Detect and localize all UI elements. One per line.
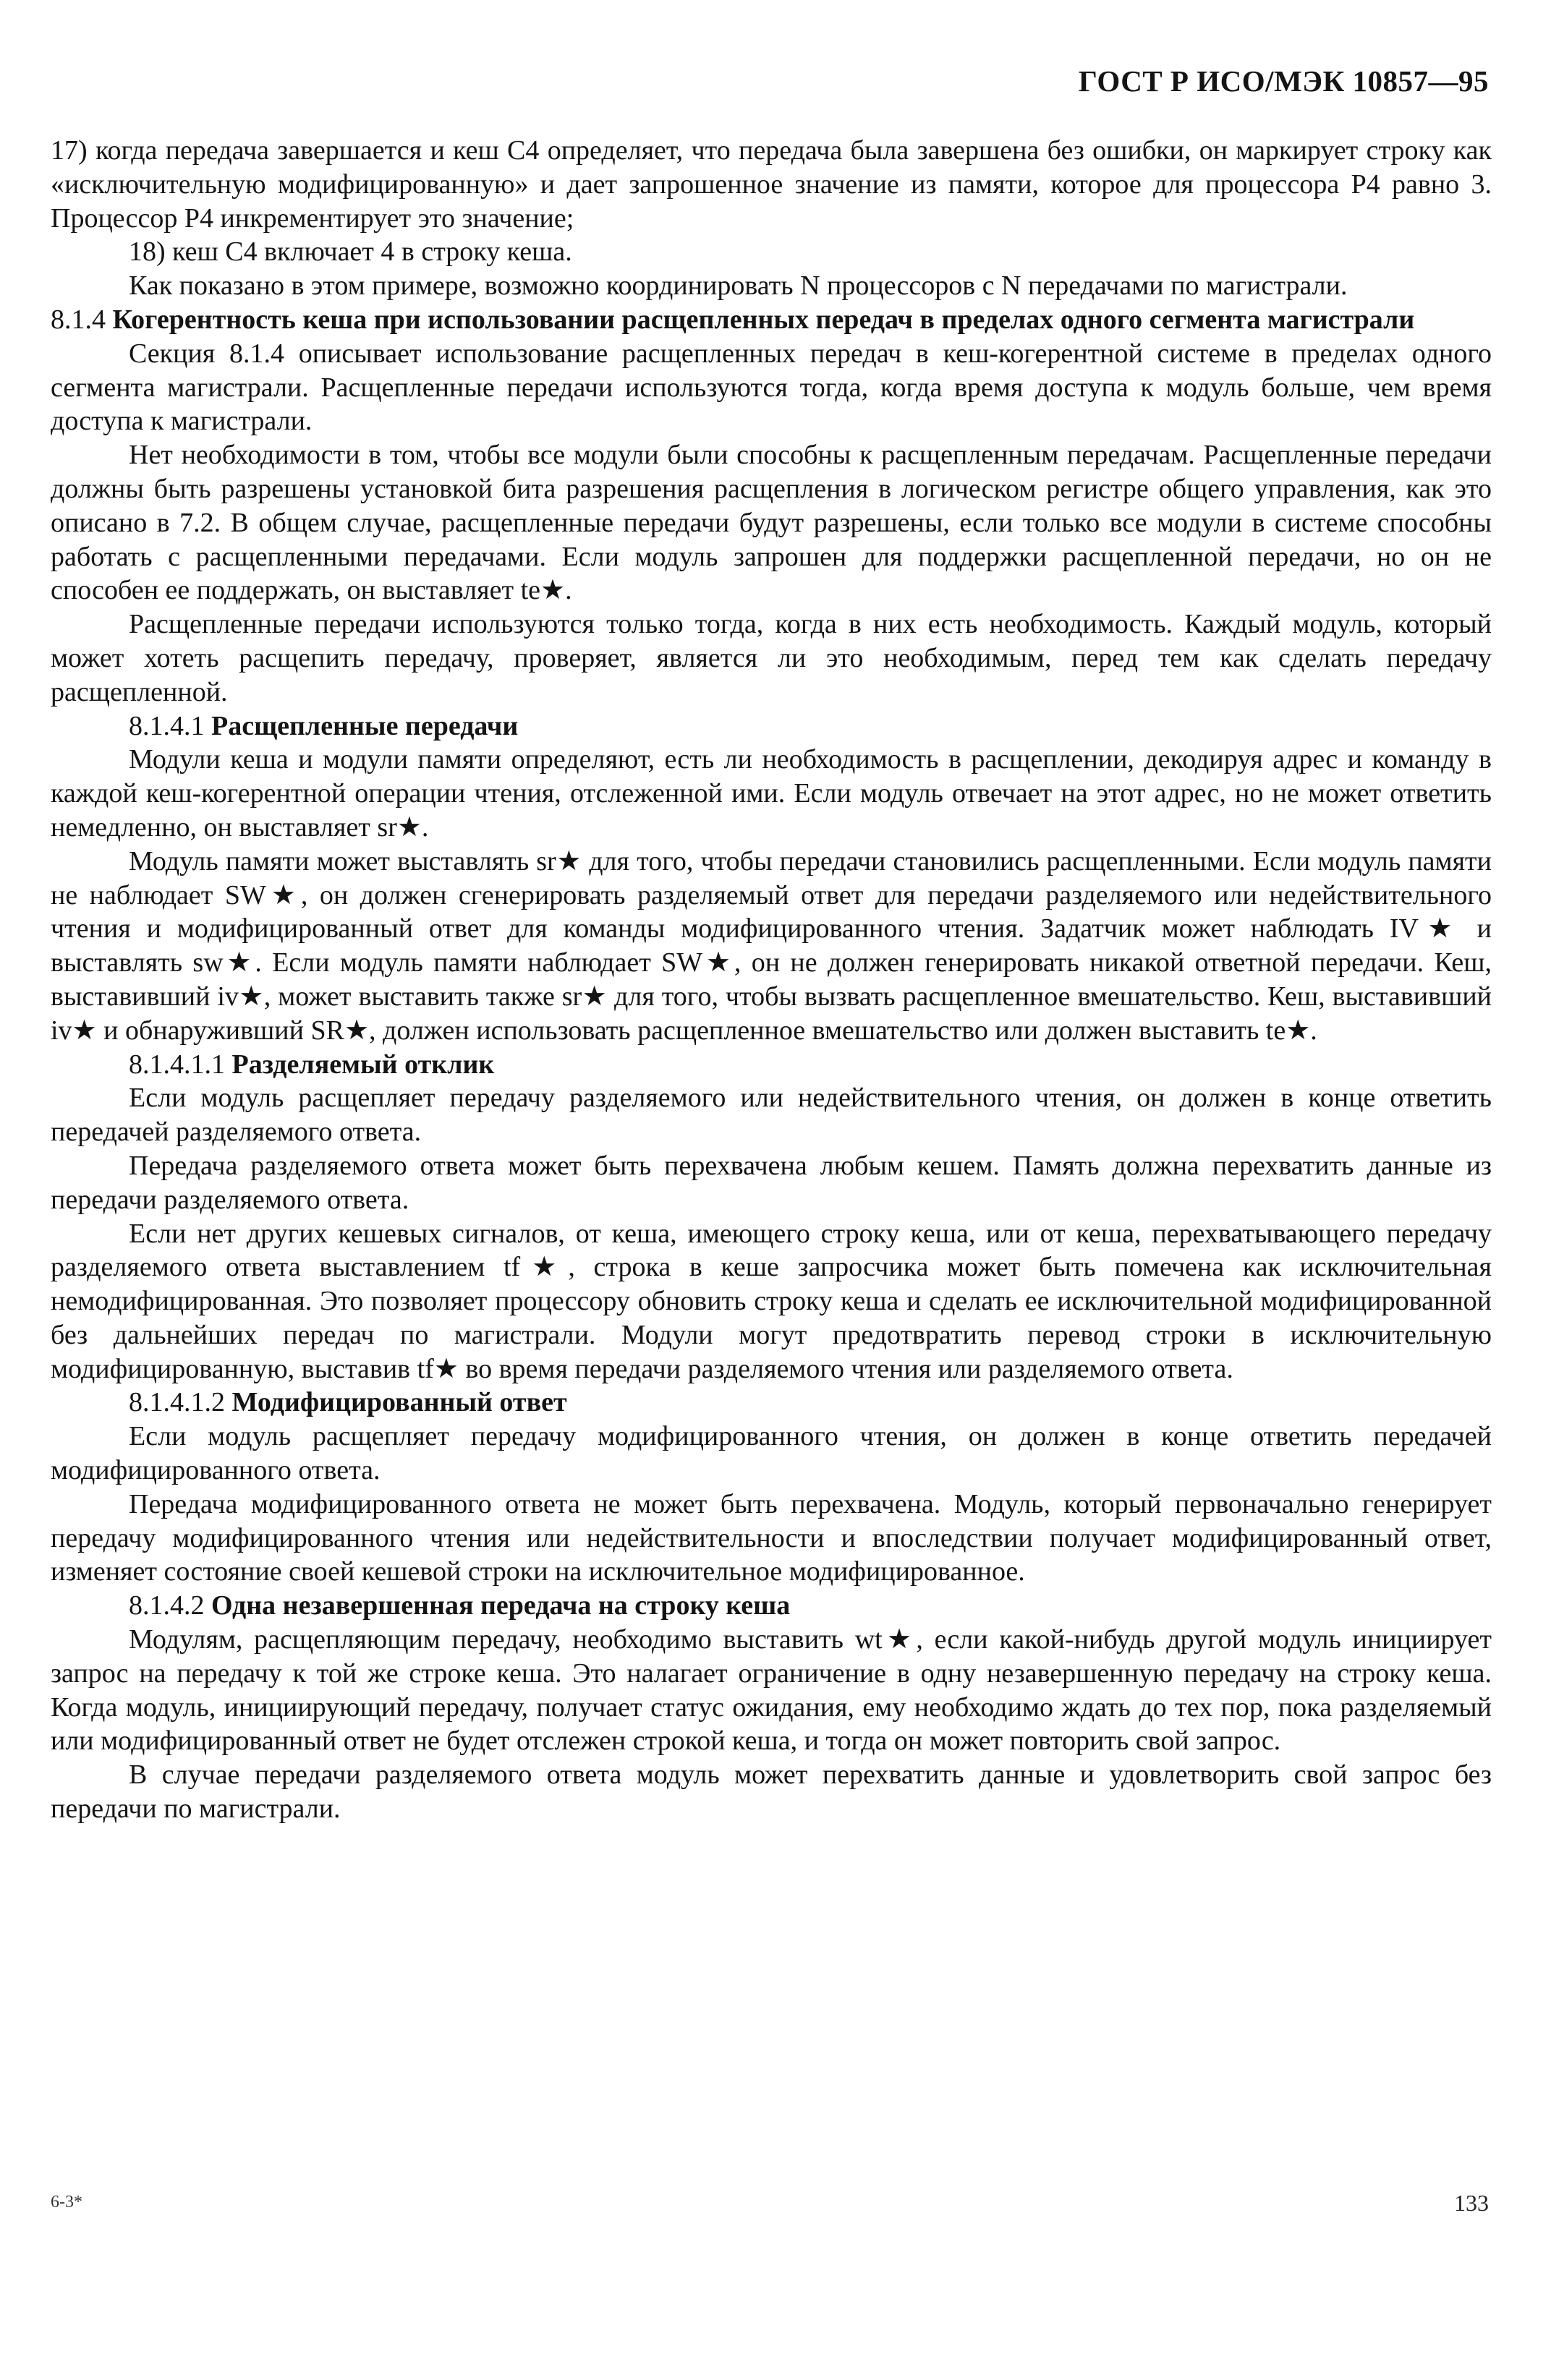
- section-number: 8.1.4.1.1: [129, 1049, 225, 1080]
- section-title: Разделяемый отклик: [231, 1049, 495, 1080]
- signature-mark: 6-3*: [51, 2193, 82, 2211]
- page-number: 133: [1454, 2190, 1489, 2216]
- section-title: Модифицированный ответ: [231, 1387, 567, 1418]
- paragraph: Модули кеша и модули памяти определяют, есть ли необходимость в расщеплении, декодируя адрес и команду в каждой кеш-когерентной операции чтения, отслеженной ими. Если модуль отвечает на этот адрес, но не может ответить немедленно, он выставляет sr★.: [51, 744, 1492, 843]
- paragraph: Секция 8.1.4 описывает использование расщепленных передач в кеш-когерентной системе в пределах одного сегмента магистрали. Расщепленные передачи используются тогда, когда время доступа к модуль больше, чем время доступа к магистрали.: [51, 338, 1492, 437]
- section-number: 8.1.4.1: [129, 710, 205, 741]
- paragraph: Передача модифицированного ответа не может быть перехвачена. Модуль, который первоначально генерирует передачу модифицированного чтения или недействительности и впоследствии получает модифицированный ответ, изменяет состояние своей кешевой строки на исключительное модифицированное.: [51, 1488, 1492, 1587]
- section-heading: [51, 709, 1492, 743]
- section-title: Когерентность кеша при использовании расщепленных передач в пределах одного сегмента магистрали: [112, 304, 1415, 335]
- paragraph: В случае передачи разделяемого ответа модуль может перехватить данные и удовлетворить свой запрос без передачи по магистрали.: [51, 1760, 1492, 1825]
- paragraph: Как показано в этом примере, возможно координировать N процессоров с N передачами по магистрали.: [129, 270, 1348, 302]
- section-heading: [51, 1386, 1492, 1420]
- list-item-18: 18) кеш С4 включает 4 в строку кеша.: [129, 236, 572, 268]
- section-heading: [51, 1589, 1492, 1623]
- section-heading: [51, 1048, 1492, 1082]
- section-number: 8.1.4.2: [129, 1590, 205, 1621]
- section-title: Расщепленные передачи: [211, 710, 519, 741]
- paragraph: Расщепленные передачи используются только тогда, когда в них есть необходимость. Каждый модуль, который может хотеть расщепить передачу, проверяет, является ли это необходимым, перед тем как сделать передачу расщепленной.: [51, 609, 1492, 707]
- paragraph: Модулям, расщепляющим передачу, необходимо выставить wt★, если какой-нибудь другой модуль инициирует запрос на передачу к той же строке кеша. Это налагает ограничение в одну незавершенную передачу на строку кеша. Когда модуль, инициирующий передачу, получает статус ожидания, ему необходимо ждать до тех пор, пока разделяемый или модифицированный ответ не будет отслежен строкой кеша, и тогда он может повторить свой запрос.: [51, 1624, 1492, 1757]
- paragraph: Модуль памяти может выставлять sr★ для того, чтобы передачи становились расщепленными. Если модуль памяти не наблюдает SW★, он должен сгенерировать разделяемый ответ для передачи разделяемого или недействительного чтения и модифицированный ответ для команды модифицированного чтения. Задатчик может наблюдать IV★ и выставлять sw★. Если модуль памяти наблюдает SW★, он не должен генерировать никакой ответной передачи. Кеш, выставивший iv★, может выставить также sr★ для того, чтобы вызвать расщепленное вмешательство. Кеш, выставивший iv★ и обнаруживший SR★, должен использовать расщепленное вмешательство или должен выставить te★.: [51, 845, 1492, 1046]
- paragraph: Если модуль расщепляет передачу разделяемого или недействительного чтения, он должен в конце ответить передачей разделяемого ответа.: [51, 1083, 1492, 1148]
- list-item-17: 17) когда передача завершается и кеш С4 определяет, что передача была завершена без ошибки, он маркирует строку как «исключительную модифицированную» и дает запрошенное значение из памяти, которое для процессора Р4 равно 3. Процессор Р4 инкрементирует это значение;: [51, 135, 1492, 234]
- section-number: 8.1.4: [51, 304, 106, 335]
- section-title: Одна незавершенная передача на строку кеша: [211, 1590, 791, 1621]
- section-number: 8.1.4.1.2: [129, 1387, 225, 1418]
- section-heading: [51, 303, 1492, 337]
- paragraph: Если нет других кешевых сигналов, от кеша, имеющего строку кеша, или от кеша, перехватывающего передачу разделяемого ответа выставлением tf★, строка в кеше запросчика может быть помечена как исключительная немодифицированная. Это позволяет процессору обновить строку кеша и сделать ее исключительной модифицированной без дальнейших передач по магистрали. Модули могут предотвратить перевод строки в исключительную модифицированную, выставив tf★ во время передачи разделяемого чтения или разделяемого ответа.: [51, 1218, 1492, 1384]
- paragraph: Передача разделяемого ответа может быть перехвачена любым кешем. Память должна перехватить данные из передачи разделяемого ответа.: [51, 1150, 1492, 1215]
- paragraph: Нет необходимости в том, чтобы все модули были способны к расщепленным передачам. Расщепленные передачи должны быть разрешены установкой бита разрешения расщепления в логическом регистре общего управления, как это описано в 7.2. В общем случае, расщепленные передачи будут разрешены, если только все модули в системе способны работать с расщепленными передачами. Если модуль запрошен для поддержки расщепленной передачи, но он не способен ее поддержать, он выставляет te★.: [51, 440, 1492, 606]
- standard-header: ГОСТ Р ИСО/МЭК 10857—95: [1078, 64, 1489, 98]
- body-text: [51, 134, 1492, 1826]
- paragraph: Если модуль расщепляет передачу модифицированного чтения, он должен в конце ответить передачей модифицированного ответа.: [51, 1421, 1492, 1486]
